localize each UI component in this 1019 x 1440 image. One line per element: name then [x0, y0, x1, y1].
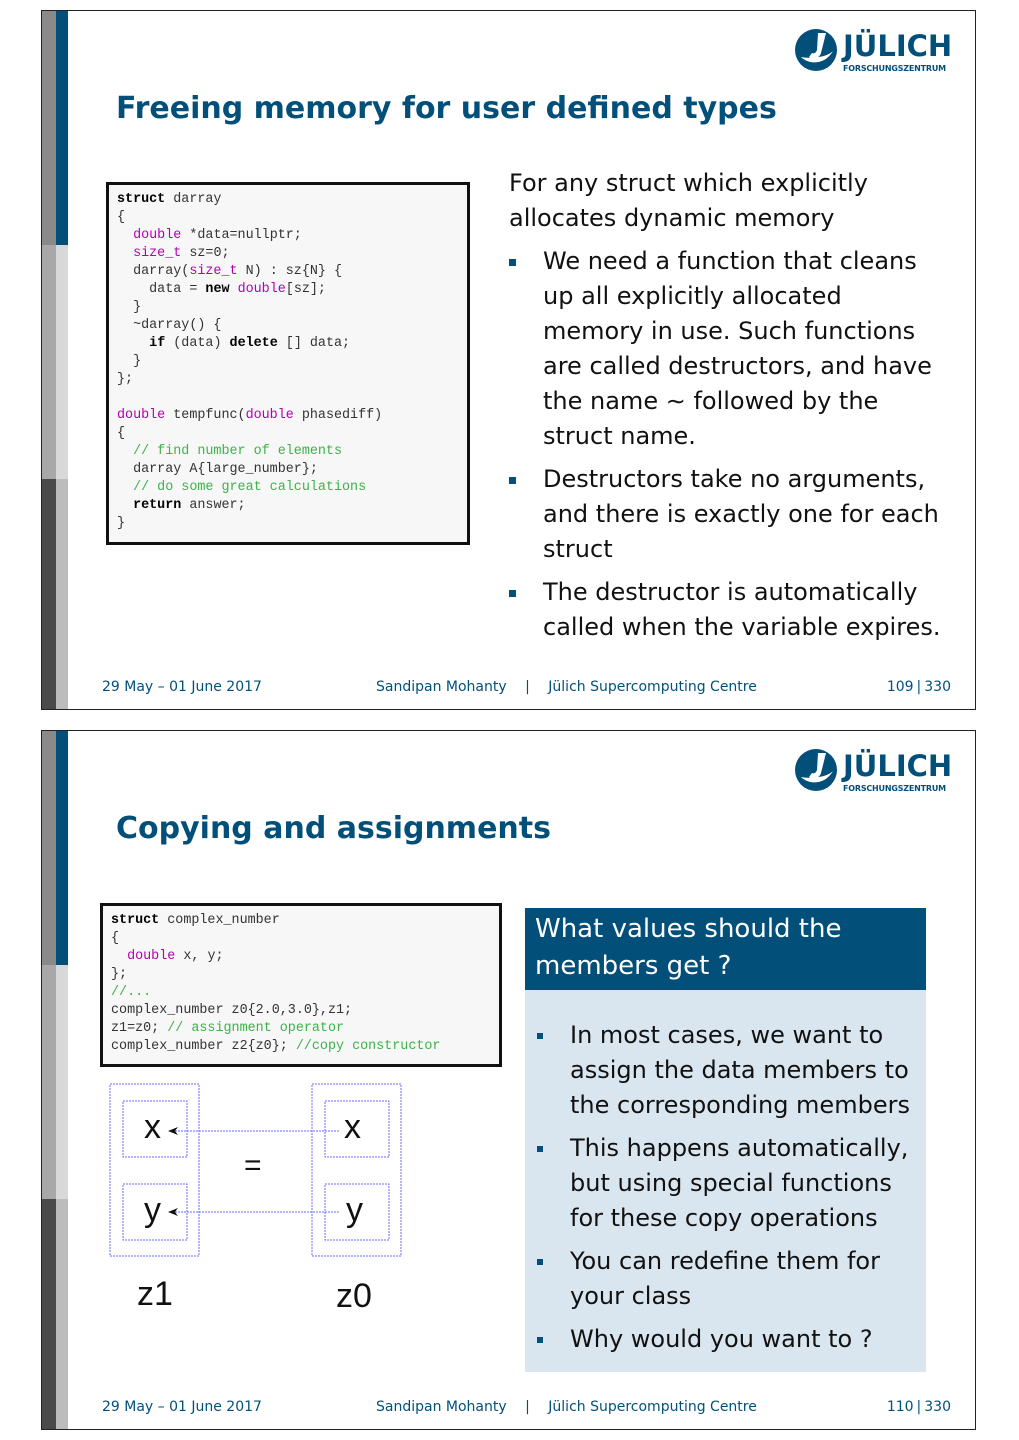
code-token: { — [111, 931, 120, 946]
side-bar-segment — [42, 479, 56, 710]
slide-110 — [41, 730, 976, 1430]
question-box-title: What values should the members get ? — [525, 908, 926, 990]
code-token: darray( — [117, 264, 190, 279]
code-line — [117, 389, 459, 407]
bullet-list — [509, 244, 949, 645]
field-label: x — [144, 1108, 161, 1146]
bullet-item: We need a function that cleans up all explicitly allocated memory in use. Such functions are called destructors, and have the name ∼ followed by the struct name. — [509, 244, 949, 454]
question-box-body — [525, 990, 926, 1372]
code-line — [111, 966, 491, 984]
equals-sign: = — [244, 1149, 262, 1182]
footer-center — [376, 679, 757, 695]
code-line — [111, 1038, 491, 1056]
code-token — [111, 949, 127, 964]
footer-presenter: Sandipan Mohanty — [376, 679, 507, 695]
code-line — [117, 497, 459, 515]
code-line — [117, 245, 459, 263]
code-token: darray — [165, 192, 222, 207]
code-line — [111, 1002, 491, 1020]
code-token: } — [117, 516, 126, 531]
julich-logo — [793, 23, 953, 79]
footer-center — [376, 1399, 757, 1415]
logo-wordmark: JÜLICH — [843, 29, 953, 63]
code-token: data = — [117, 282, 206, 297]
field-label: x — [344, 1108, 361, 1146]
code-line — [117, 461, 459, 479]
code-token: *data=nullptr; — [181, 228, 302, 243]
bullet-item: The destructor is automatically called when the variable expires. — [509, 575, 949, 645]
side-bar-accent — [56, 731, 68, 965]
footer-date: 29 May – 01 June 2017 — [102, 1399, 262, 1415]
julich-logo — [793, 743, 953, 799]
code-token: } — [117, 354, 142, 369]
slide-title: Freeing memory for user defined types — [116, 91, 777, 126]
slide-title: Copying and assignments — [116, 811, 551, 846]
footer-presenter: Sandipan Mohanty — [376, 1399, 507, 1415]
code-line — [111, 1020, 491, 1038]
code-line — [117, 515, 459, 533]
code-line — [111, 984, 491, 1002]
struct-label: z0 — [336, 1277, 372, 1313]
code-line — [117, 479, 459, 497]
code-token — [117, 228, 133, 243]
code-token: x, y; — [175, 949, 224, 964]
side-bar-segment — [56, 965, 68, 1199]
code-line — [117, 317, 459, 335]
code-token: // do some great calculations — [133, 480, 367, 495]
side-bar-segment — [42, 965, 56, 1199]
slide-body — [509, 166, 949, 645]
side-bar-segment — [42, 11, 56, 245]
code-token: //... — [111, 985, 152, 1000]
bullet-item: Destructors take no arguments, and there is exactly one for each struct — [509, 462, 949, 567]
code-line — [117, 227, 459, 245]
code-token: complex_number z2{z0}; — [111, 1039, 296, 1054]
code-line — [117, 353, 459, 371]
code-token — [117, 246, 133, 261]
code-token — [117, 498, 133, 513]
code-token: double — [127, 949, 176, 964]
bullet-item: Why would you want to ? — [537, 1322, 914, 1357]
logo-subtitle: FORSCHUNGSZENTRUM — [843, 784, 946, 793]
code-token: answer; — [181, 498, 246, 513]
code-token — [230, 282, 238, 297]
code-token: // find number of elements — [133, 444, 343, 459]
code-token: phasediff) — [293, 408, 383, 423]
code-token: double — [245, 408, 294, 423]
logo-wordmark: JÜLICH — [843, 749, 953, 783]
code-token: { — [117, 210, 126, 225]
julich-logo-icon — [793, 27, 839, 73]
code-line — [117, 209, 459, 227]
assignment-diagram — [108, 1083, 408, 1313]
footer-institute: Jülich Supercomputing Centre — [548, 1399, 757, 1415]
code-line — [117, 191, 459, 209]
code-token: size_t — [189, 264, 238, 279]
code-line — [117, 425, 459, 443]
code-line — [117, 371, 459, 389]
code-line — [117, 443, 459, 461]
footer-separator: | — [525, 679, 530, 695]
code-line — [111, 948, 491, 966]
code-line — [117, 407, 459, 425]
code-token: complex_number z0{2.0,3.0},z1; — [111, 1003, 353, 1018]
julich-logo-icon — [793, 747, 839, 793]
bullet-list — [537, 1018, 914, 1357]
footer-date: 29 May – 01 June 2017 — [102, 679, 262, 695]
code-listing — [100, 903, 502, 1067]
footer-separator: | — [525, 1399, 530, 1415]
code-token: if — [149, 336, 166, 351]
code-token: (data) — [165, 336, 230, 351]
code-token: }; — [111, 967, 128, 982]
slide-109 — [41, 10, 976, 710]
code-token: tempfunc( — [165, 408, 246, 423]
code-token: // assignment operator — [167, 1021, 345, 1036]
side-bar-segment — [56, 245, 68, 479]
code-token: } — [117, 300, 142, 315]
footer-page-number: 109 | 330 — [886, 679, 951, 695]
page-current: 110 — [886, 1399, 914, 1415]
code-token: double — [133, 228, 182, 243]
intro-text: For any struct which explicitly allocates dynamic memory — [509, 169, 868, 232]
code-token — [117, 444, 133, 459]
side-bar-segment — [42, 1199, 56, 1430]
code-token: darray A{large_number}; — [117, 462, 318, 477]
page-total: 330 — [924, 679, 951, 695]
side-bar-segment — [56, 1199, 68, 1430]
side-bar-segment — [42, 731, 56, 965]
code-token — [117, 480, 133, 495]
code-token: return — [133, 498, 182, 513]
code-line — [117, 281, 459, 299]
code-token: struct — [111, 913, 160, 928]
code-token: sz=0; — [181, 246, 230, 261]
code-line — [117, 263, 459, 281]
page-current: 109 — [886, 679, 914, 695]
footer-institute: Jülich Supercomputing Centre — [548, 679, 757, 695]
bullet-item: You can redefine them for your class — [537, 1244, 914, 1314]
struct-label: z1 — [137, 1275, 173, 1313]
side-bar-segment — [56, 479, 68, 710]
code-line — [117, 299, 459, 317]
code-token: { — [117, 426, 126, 441]
code-token: [] data; — [277, 336, 351, 351]
page-total: 330 — [924, 1399, 951, 1415]
code-token: [sz]; — [285, 282, 326, 297]
code-listing — [106, 182, 470, 545]
side-bar-accent — [56, 11, 68, 245]
footer-page-number: 110 | 330 — [886, 1399, 951, 1415]
code-line — [111, 912, 491, 930]
logo-subtitle: FORSCHUNGSZENTRUM — [843, 64, 946, 73]
bullet-item: In most cases, we want to assign the data members to the corresponding members — [537, 1018, 914, 1123]
code-token: complex_number — [159, 913, 280, 928]
code-token — [117, 336, 149, 351]
bullet-item: This happens automatically, but using special functions for these copy operations — [537, 1131, 914, 1236]
code-line — [111, 930, 491, 948]
side-bar-segment — [42, 245, 56, 479]
code-token: delete — [229, 336, 278, 351]
field-label: y — [144, 1191, 161, 1229]
field-label: y — [346, 1191, 363, 1229]
code-token: struct — [117, 192, 166, 207]
code-token: ~darray() { — [117, 318, 222, 333]
code-token: }; — [117, 372, 134, 387]
code-line — [117, 335, 459, 353]
code-token: //copy constructor — [295, 1039, 441, 1054]
code-token: z1=z0; — [111, 1021, 168, 1036]
code-token: new — [205, 282, 230, 297]
code-token: size_t — [133, 246, 182, 261]
code-token: N) : sz{N} { — [237, 264, 343, 279]
code-token: double — [237, 282, 286, 297]
code-token: double — [117, 408, 166, 423]
